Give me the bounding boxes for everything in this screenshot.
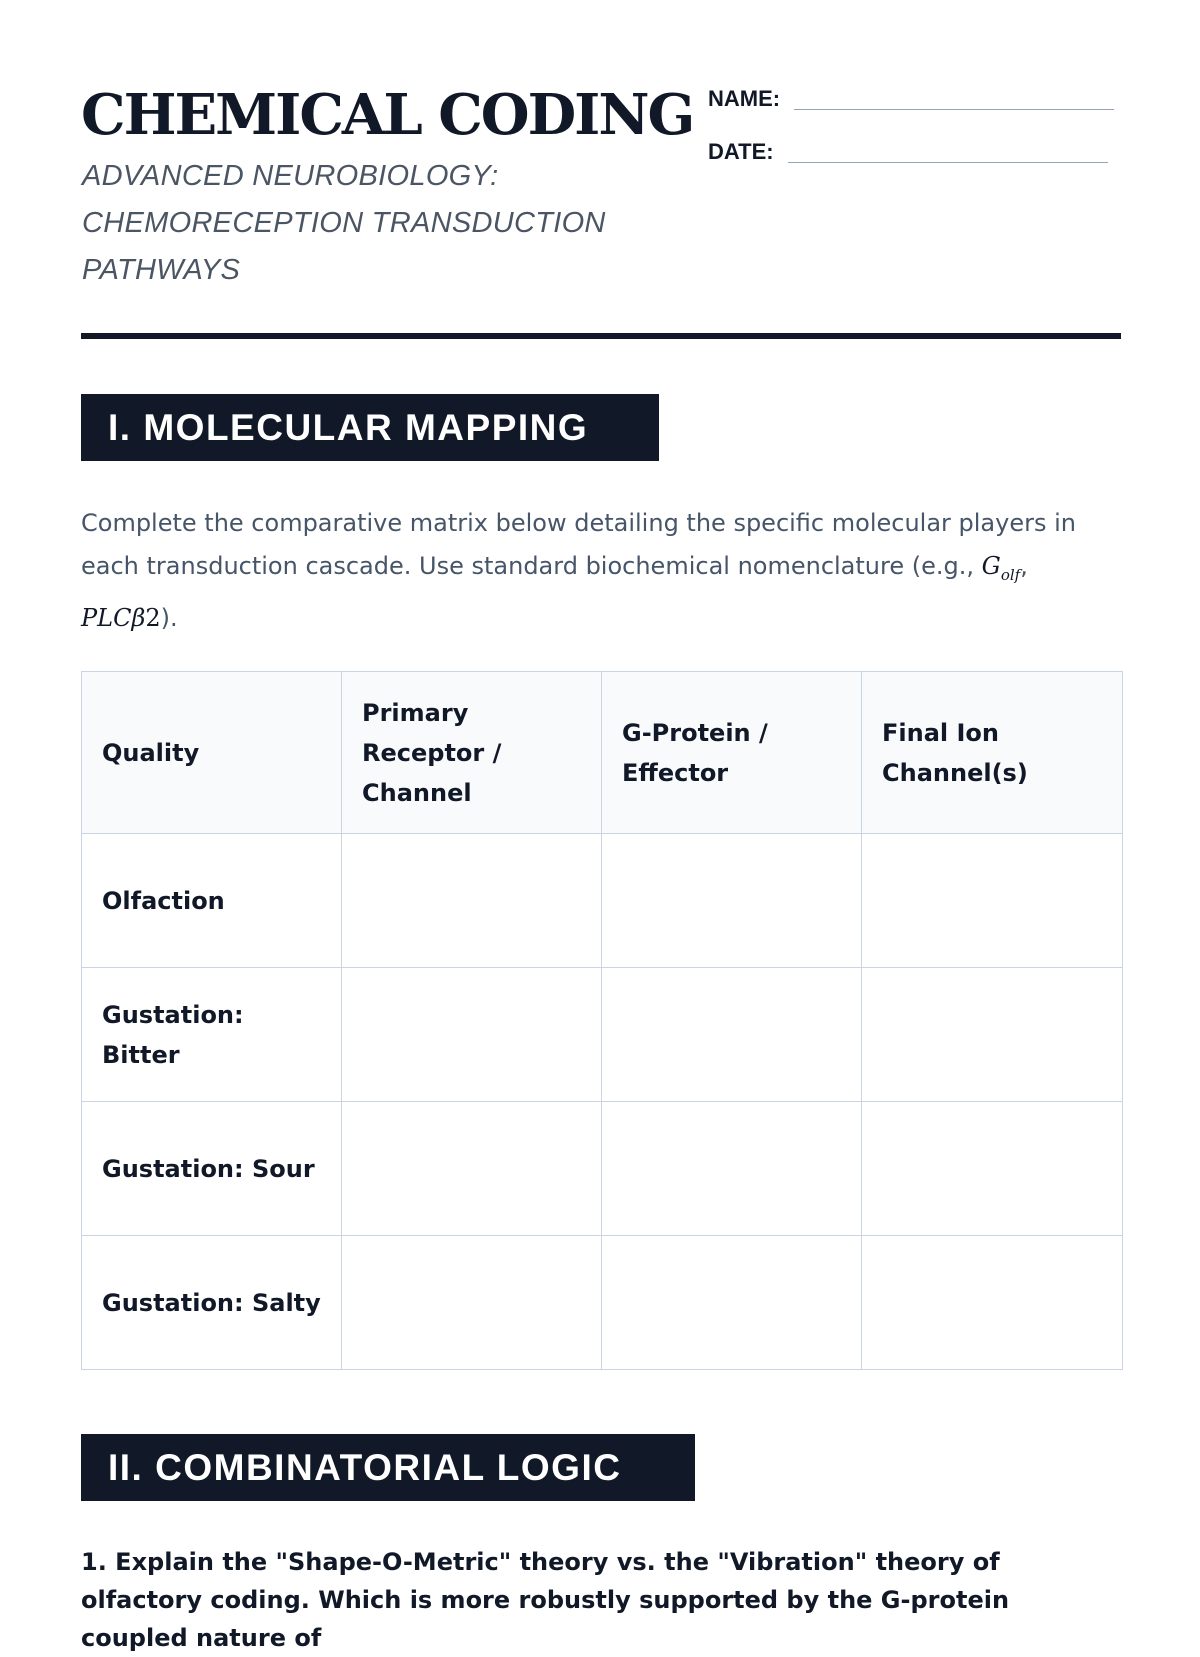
answer-cell[interactable] <box>342 1236 602 1370</box>
answer-cell[interactable] <box>862 1102 1123 1236</box>
name-field <box>708 86 1114 112</box>
page-subtitle <box>82 153 642 294</box>
answer-cell[interactable] <box>342 968 602 1102</box>
row-label-salty: Gustation: Salty <box>82 1236 342 1370</box>
column-header-receptor: Primary Receptor / Channel <box>342 672 602 834</box>
table-row <box>82 968 1123 1102</box>
answer-cell[interactable] <box>602 1236 862 1370</box>
worksheet-page <box>81 0 1121 1652</box>
header-divider <box>81 333 1121 339</box>
column-header-ion-channel: Final Ion Channel(s) <box>862 672 1123 834</box>
date-write-line[interactable] <box>788 161 1108 163</box>
answer-cell[interactable] <box>862 834 1123 968</box>
answer-cell[interactable] <box>862 1236 1123 1370</box>
answer-cell[interactable] <box>602 968 862 1102</box>
answer-cell[interactable] <box>342 834 602 968</box>
molecular-matrix-table <box>81 671 1123 1370</box>
row-label-olfaction: Olfaction <box>82 834 342 968</box>
answer-cell[interactable] <box>342 1102 602 1236</box>
math-subscript: olf <box>1000 565 1021 584</box>
math-number: 2 <box>145 603 161 632</box>
math-greek: β <box>131 603 146 632</box>
table-row <box>82 834 1123 968</box>
subtitle-line: PATHWAYS <box>82 254 241 286</box>
date-label: DATE: <box>708 139 774 164</box>
section-instructions: Complete the comparative matrix below detailing the specific molecular players in each transduction cascade. Use standard biochemical nomenclature (e.g., $G_{olf}$, PLCβ2). <box>81 509 1076 632</box>
example-plcb2 <box>81 604 161 632</box>
answer-cell[interactable] <box>602 834 862 968</box>
table-row <box>82 1236 1123 1370</box>
name-label: NAME: <box>708 86 781 111</box>
question-1: 1. Explain the "Shape-O-Metric" theory vs. the "Vibration" theory of olfactory coding. Which is more robustly supported by the G-protein coupled nature of <box>81 1548 1010 1652</box>
subtitle-line: ADVANCED NEUROBIOLOGY: <box>82 160 499 192</box>
subtitle-line: CHEMORECEPTION TRANSDUCTION <box>82 207 606 239</box>
section-heading-molecular-mapping: I. MOLECULAR MAPPING <box>81 394 659 461</box>
name-write-line[interactable] <box>794 108 1114 110</box>
math-base: G <box>981 552 1001 580</box>
table-row <box>82 1102 1123 1236</box>
row-label-sour: Gustation: Sour <box>82 1102 342 1236</box>
date-field <box>708 139 1108 165</box>
table-header-row <box>82 672 1123 834</box>
column-header-quality: Quality <box>82 672 342 834</box>
column-header-gprotein: G-Protein / Effector <box>602 672 862 834</box>
answer-cell[interactable] <box>602 1102 862 1236</box>
math-base: PLC <box>81 603 132 632</box>
row-label-bitter: Gustation: Bitter <box>82 968 342 1102</box>
instructions-text: Complete the comparative matrix below detailing the specific molecular players in each transduction cascade. Use standard biochemical nomenclature (e.g., <box>81 509 1076 580</box>
page-title: CHEMICAL CODING <box>81 82 694 148</box>
answer-cell[interactable] <box>862 968 1123 1102</box>
section-heading-combinatorial-logic: II. COMBINATORIAL LOGIC <box>81 1434 695 1501</box>
example-golf <box>981 552 1021 584</box>
